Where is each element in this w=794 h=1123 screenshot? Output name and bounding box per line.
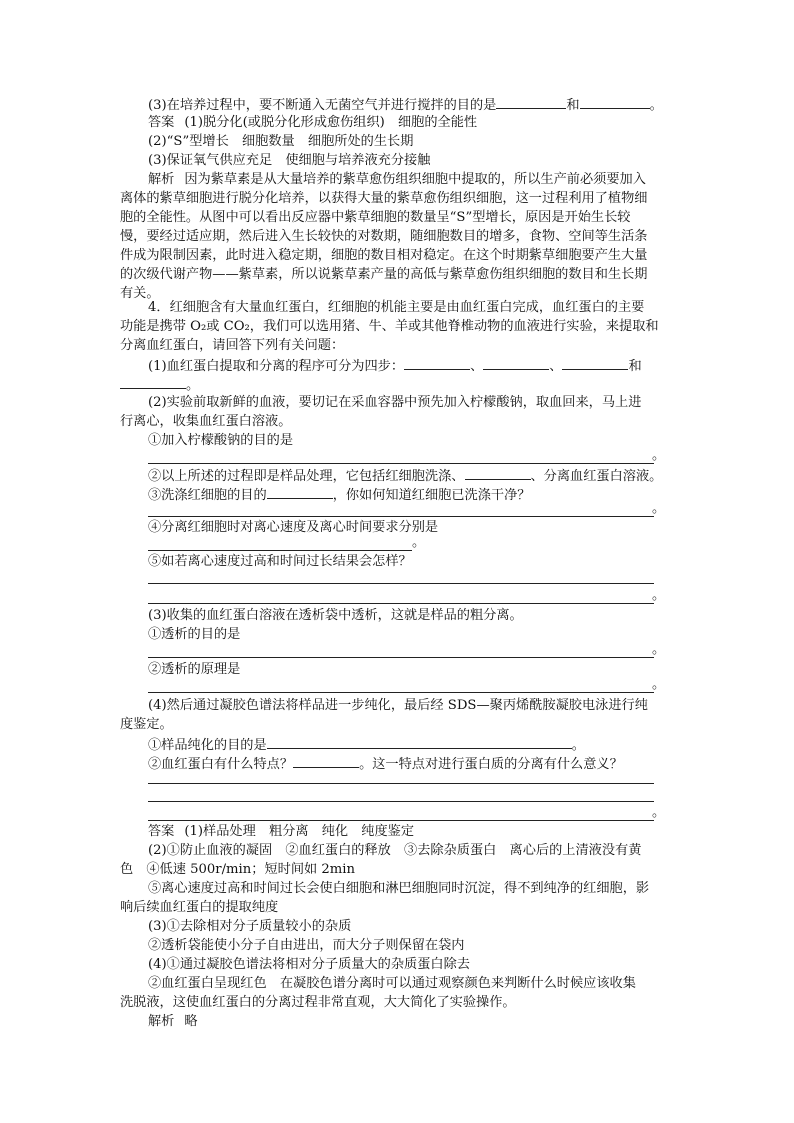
period: 。 [649, 98, 663, 113]
answer-label: 答案 [148, 824, 175, 839]
answer-label: 答案 [148, 115, 175, 130]
question-4-part-2-line-2: 行离心，收集血红蛋白溶液。 [120, 414, 292, 429]
period: 。 [652, 588, 666, 603]
analysis-3-line-2: 离体的紫草细胞进行脱分化培养，以获得大量的紫草愈伤组织细胞，这一过程利用了植物细 [120, 191, 648, 206]
period: 。 [186, 378, 200, 393]
answer-4-line-1 [148, 823, 414, 841]
question-4-line-1: 4．红细胞含有大量血红蛋白，红细胞的机能主要是由血红蛋白完成，血红蛋白的主要 [148, 300, 645, 315]
separator: 、 [549, 359, 563, 374]
answer-4-line-8: (4)①通过凝胶色谱法将相对分子质量大的杂质蛋白除去 [148, 957, 470, 972]
answer-blank [496, 95, 566, 109]
analysis-3-line-6: 的次级代谢产物——紫草素，所以说紫草素产量的高低与紫草愈伤组织细胞的数目和生长期 [120, 267, 648, 282]
analysis-label: 解析 [148, 1014, 175, 1029]
answer-blank [267, 735, 572, 749]
question-text: ②血红蛋白有什么特点？ [148, 757, 294, 772]
question-4-2-sub-4: ④分离红细胞时对离心速度及离心时间要求分别是 [148, 520, 439, 535]
answer-blank [404, 356, 470, 370]
period: 。 [571, 738, 585, 753]
answer-3-line-2: (2)“S”型增长 细胞数量 细胞所处的生长期 [148, 134, 414, 149]
answer-line [148, 692, 654, 693]
answer-line [148, 657, 654, 658]
answer-4-line-6: (3)①去除相对分子质量较小的杂质 [148, 919, 352, 934]
question-3-item-3 [148, 95, 663, 113]
answer-text: (1)脱分化(或脱分化形成愈伤组织) 细胞的全能性 [184, 115, 478, 130]
question-text: ③洗涤红细胞的目的 [148, 488, 267, 503]
answer-3-line-3: (3)保证氧气供应充足 使细胞与培养液充分接触 [148, 153, 431, 168]
answer-line [148, 820, 654, 821]
answer-line [148, 550, 412, 551]
period: 。 [652, 501, 666, 516]
answer-3-line-1 [148, 114, 477, 132]
question-4-4-sub-1 [148, 735, 585, 753]
separator: 、 [470, 359, 484, 374]
answer-blank [267, 485, 333, 499]
answer-line [148, 603, 654, 604]
question-4-part-4-line-2: 度鉴定。 [120, 717, 173, 732]
analysis-text: 略 [184, 1014, 198, 1029]
analysis-text: 因为紫草素是从大量培养的紫草愈伤组织细胞中提取的，所以生产前必须要加入 [184, 172, 646, 187]
question-text: ，你如何知道红细胞已洗涤干净？ [332, 488, 531, 503]
period: 。 [652, 805, 666, 820]
answer-blank [483, 356, 549, 370]
question-4-part-4-line-1: (4)然后通过凝胶色谱法将样品进一步纯化，最后经 SDS—聚丙烯酰胺凝胶电泳进行纯 [148, 698, 648, 713]
question-4-2-sub-1: ①加入柠檬酸钠的目的是 [148, 433, 294, 448]
question-4-3-sub-1: ①透析的目的是 [148, 627, 241, 642]
period: 。 [412, 535, 426, 550]
answer-4-line-7: ②透析袋能使小分子自由进出，而大分子则保留在袋内 [148, 938, 465, 953]
analysis-3-line-4: 慢，要经过适应期，然后进入生长较快的对数期，随细胞数目的增多，食物、空间等生活条 [120, 229, 648, 244]
analysis-label: 解析 [148, 172, 175, 187]
question-4-part-3: (3)收集的血红蛋白溶液在透析袋中透析，这就是样品的粗分离。 [148, 608, 523, 623]
question-4-part-1-cont [120, 375, 199, 393]
period: 。 [652, 642, 666, 657]
question-4-part-1 [148, 356, 642, 374]
answer-4-line-4: ⑤离心速度过高和时间过长会使白细胞和淋巴细胞同时沉淀，得不到纯净的红细胞，影 [148, 881, 650, 896]
answer-line [148, 516, 654, 517]
question-text: 、分离血红蛋白溶液。 [530, 469, 663, 484]
question-4-2-sub-3 [148, 485, 531, 503]
question-4-4-sub-2 [148, 754, 623, 772]
question-4-2-sub-2 [148, 466, 662, 484]
answer-blank [465, 466, 531, 480]
answer-blank [120, 375, 186, 389]
answer-blank [562, 356, 628, 370]
question-4-line-2: 功能是携带 O₂或 CO₂，我们可以选用猪、牛、羊或其他脊椎动物的血液进行实验，来提取和 [120, 319, 659, 334]
answer-blank [293, 754, 359, 768]
and-text: 和 [628, 359, 642, 374]
analysis-3-line-5: 件成为限制因素，此时进入稳定期，细胞的数目相对稳定。在这个时期紫草细胞要产生大量 [120, 248, 648, 263]
answer-text: (1)样品处理 粗分离 纯化 纯度鉴定 [184, 824, 415, 839]
question-4-part-2-line-1: (2)实验前取新鲜的血液，要切记在采血容器中预先加入柠檬酸钠，取血回来，马上进 [148, 395, 642, 410]
answer-4-line-2: (2)①防止血液的凝固 ②血红蛋白的释放 ③去除杂质蛋白 离心后的上清液没有黄 [148, 843, 642, 858]
answer-line [148, 463, 654, 464]
question-4-3-sub-2: ②透析的原理是 [148, 662, 241, 677]
analysis-3-line-3: 胞的全能性。从图中可以看出反应器中紫草细胞的数量呈“S”型增长，原因是开始生长较 [120, 210, 631, 225]
answer-4-line-9: ②血红蛋白呈现红色 在凝胶色谱分离时可以通过观察颜色来判断什么时候应该收集 [148, 976, 636, 991]
analysis-3-line-7: 有关。 [120, 286, 160, 301]
answer-line [148, 783, 654, 784]
answer-blank [580, 95, 650, 109]
analysis-4 [148, 1013, 198, 1031]
period: 。 [652, 448, 666, 463]
answer-4-line-5: 响后续血红蛋白的提取纯度 [120, 900, 279, 915]
question-text: (3)在培养过程中，要不断通入无菌空气并进行搅拌的目的是 [148, 98, 497, 113]
question-text: ②以上所述的过程即是样品处理，它包括红细胞洗涤、 [148, 469, 465, 484]
and-text: 和 [566, 98, 580, 113]
period: 。 [652, 677, 666, 692]
question-text: (1)血红蛋白提取和分离的程序可分为四步： [148, 359, 405, 374]
question-4-line-3: 分离血红蛋白，请回答下列有关问题： [120, 338, 345, 353]
question-4-2-sub-5: ⑤如若离心速度过高和时间过长结果会怎样？ [148, 554, 412, 569]
analysis-3-line-1 [148, 171, 646, 189]
answer-line [148, 583, 654, 584]
question-text: ①样品纯化的目的是 [148, 738, 267, 753]
answer-4-line-10: 洗脱液，这使血红蛋白的分离过程非常直观，大大简化了实验操作。 [120, 995, 516, 1010]
answer-4-line-3: 色 ④低速 500r/min；短时间如 2min [120, 862, 355, 877]
answer-line [148, 801, 654, 802]
question-text: 。这一特点对进行蛋白质的分离有什么意义？ [359, 757, 623, 772]
